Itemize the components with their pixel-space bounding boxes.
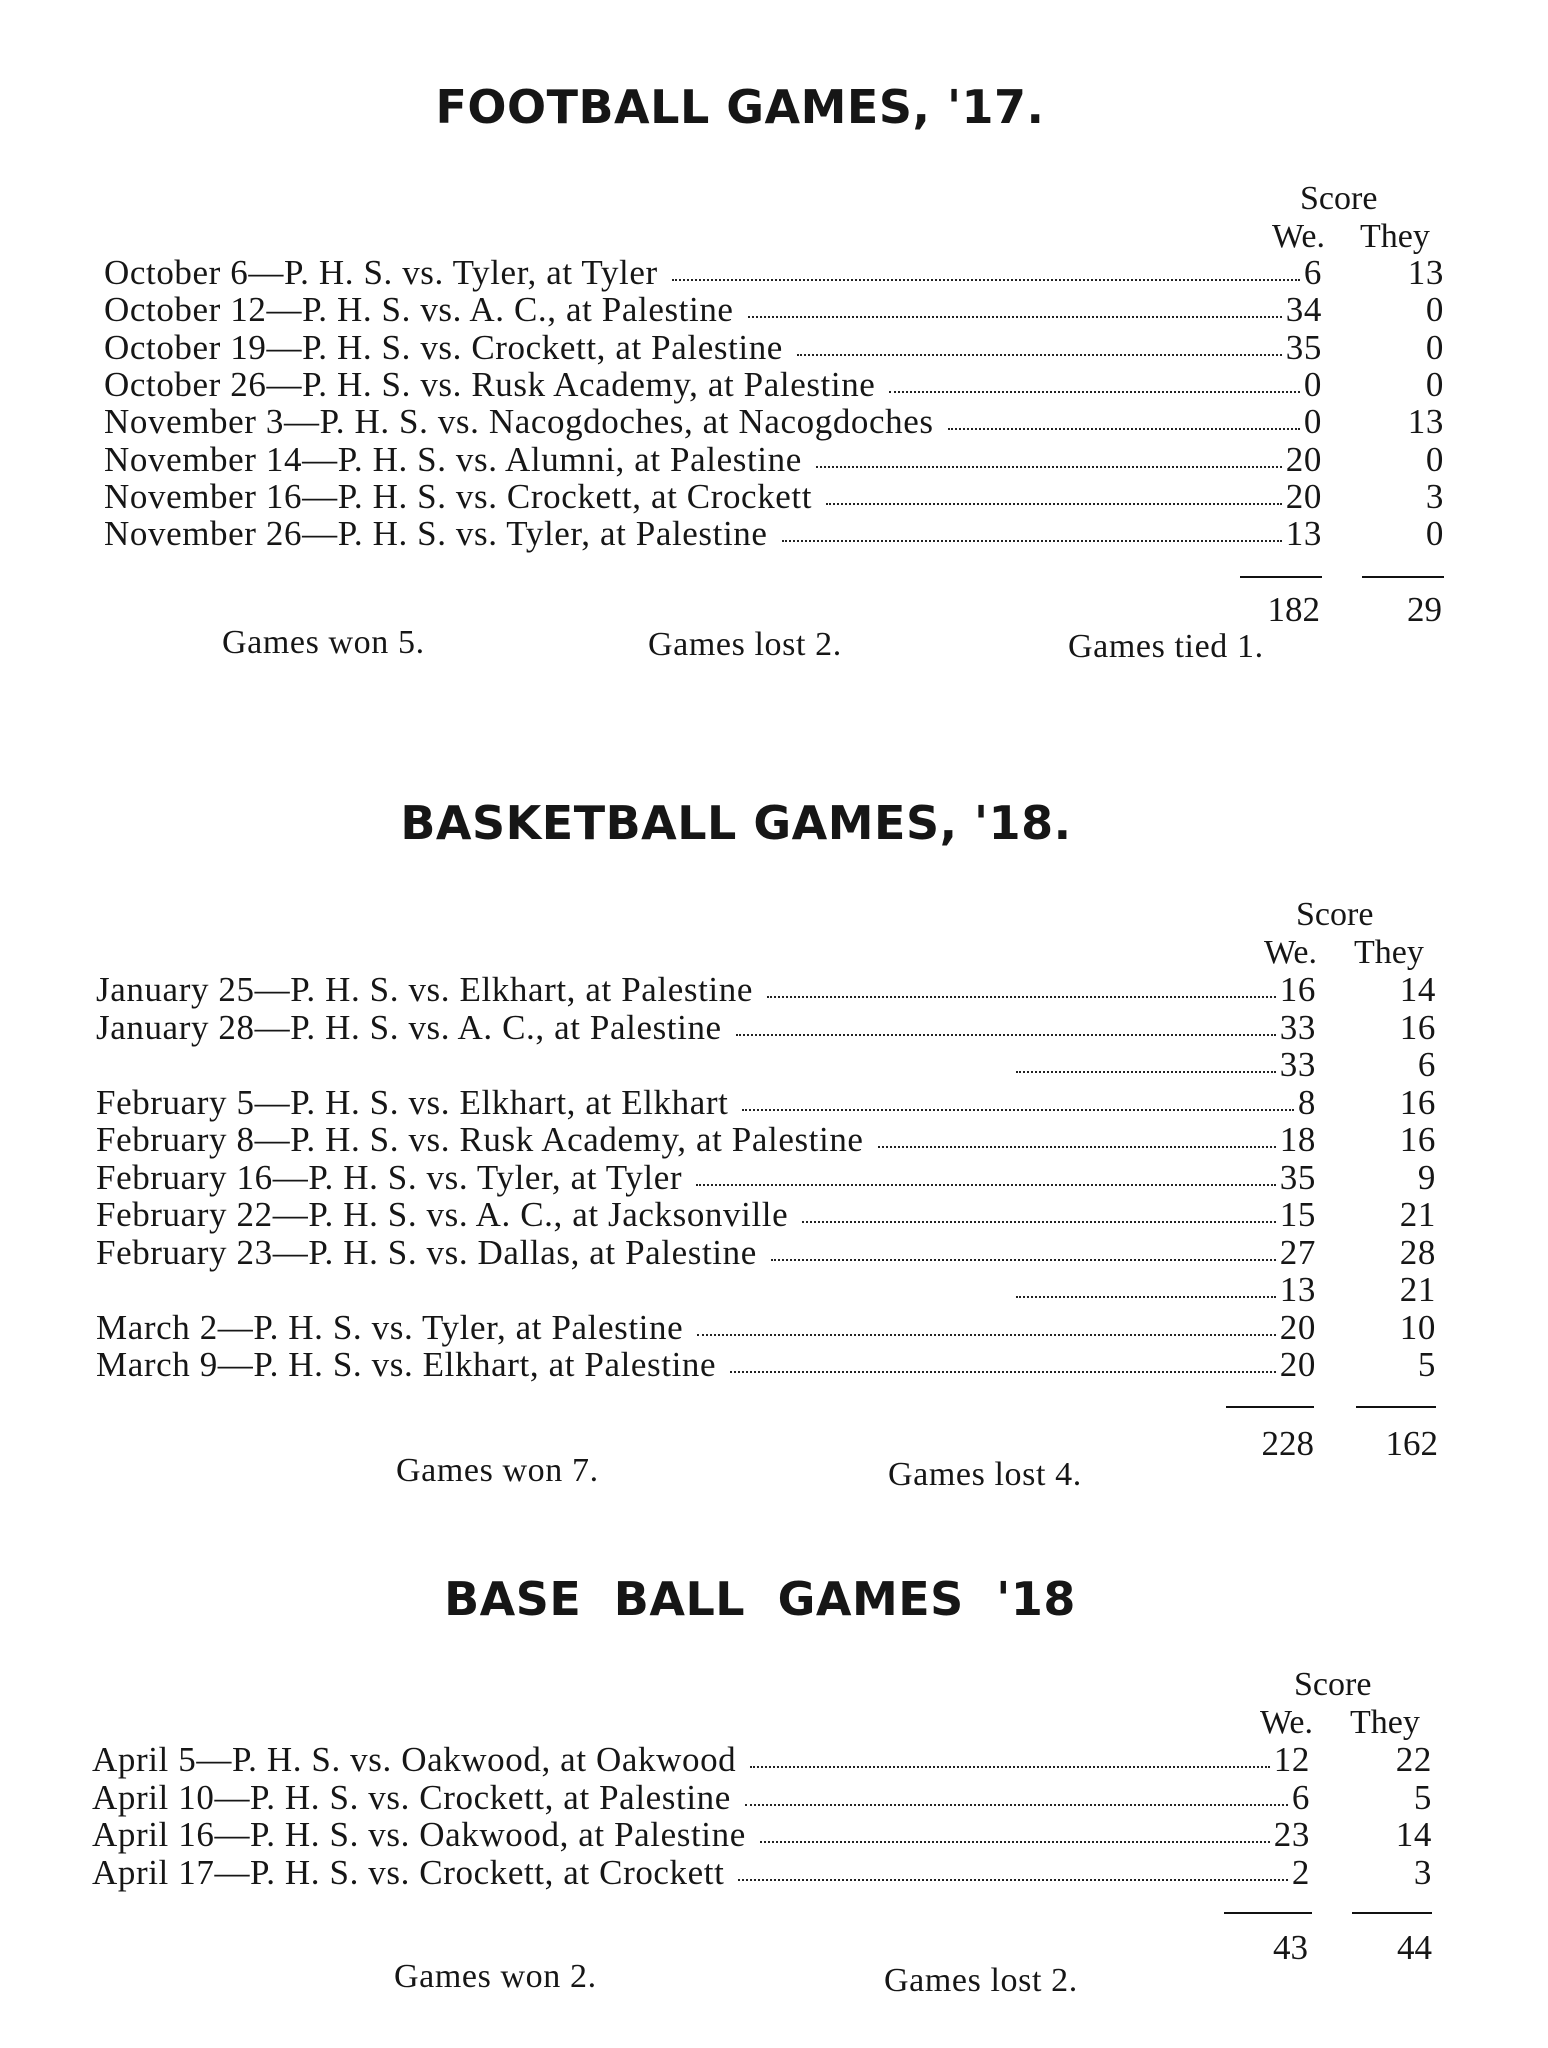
football-score-header: Score [1300,180,1378,217]
basketball-dot-leader [767,996,1276,998]
football-game-row [104,402,1444,439]
baseball-score-we: 23 [1273,1815,1310,1854]
basketball-score-they: 21 [1399,1270,1436,1309]
game-date: February 8 [96,1120,255,1159]
baseball-score-we: 2 [1291,1853,1310,1892]
baseball-games-won: Games won 2. [394,1958,597,1995]
basketball-dot-leader [730,1371,1276,1373]
basketball-score-we: 13 [1279,1270,1316,1309]
football-game-row [104,365,1444,402]
football-they-rule [1362,576,1444,578]
basketball-game-row [96,1120,1436,1157]
baseball-score-header: Score [1294,1666,1372,1703]
game-date: April 16 [92,1815,215,1854]
basketball-score-header: Score [1296,896,1374,933]
date-dash: — [266,290,303,329]
date-dash: — [302,514,338,553]
basketball-score-they: 5 [1417,1345,1436,1384]
baseball-game-row [92,1740,1432,1777]
basketball-score-we: 35 [1279,1158,1316,1197]
baseball-game-row [92,1853,1432,1890]
basketball-game-description [96,1233,757,1273]
game-matchup: P. H. S. vs. Crockett, at Crockett [250,1853,725,1892]
date-dash: — [196,1740,232,1779]
baseball-game-description [92,1815,746,1855]
football-game-description [104,477,812,517]
baseball-score-we: 12 [1273,1740,1310,1779]
game-matchup: P. H. S. vs. Crockett, at Palestine [302,328,783,367]
basketball-game-description [96,1195,788,1235]
game-matchup: P. H. S. vs. Rusk Academy, at Palestine [290,1120,864,1159]
football-we-rule [1240,576,1322,578]
baseball-game-row [92,1815,1432,1852]
game-date: November 16 [104,477,303,516]
basketball-dot-leader [742,1109,1294,1111]
football-game-description [104,440,802,480]
baseball-we-rule [1224,1912,1312,1914]
football-dot-leader [782,540,1282,542]
football-score-they: 0 [1425,440,1444,479]
game-matchup: P. H. S. vs. Tyler, at Palestine [253,1308,684,1347]
basketball-score-they: 16 [1399,1083,1436,1122]
basketball-they-header: They [1354,934,1424,971]
game-date: February 22 [96,1195,273,1234]
basketball-game-row [96,1008,1436,1045]
basketball-score-we: 33 [1279,1008,1316,1047]
football-games-lost: Games lost 2. [648,626,842,663]
basketball-total-we: 228 [1261,1424,1314,1463]
baseball-dot-leader [738,1879,1288,1881]
game-matchup: P. H. S. vs. A. C., at Palestine [302,290,734,329]
game-matchup: P. H. S. vs. Dallas, at Palestine [308,1233,757,1272]
basketball-score-they: 6 [1417,1045,1436,1084]
basketball-score-we: 16 [1279,970,1316,1009]
football-score-they: 0 [1425,365,1444,404]
baseball-we-header: We. [1260,1704,1313,1741]
game-date: November 3 [104,402,284,441]
basketball-game-row [96,1045,1436,1082]
game-date: January 25 [96,970,255,1009]
football-score-they: 3 [1425,477,1444,516]
basketball-game-row [96,970,1436,1007]
game-date: January 28 [96,1008,255,1047]
football-dot-leader [826,503,1282,505]
football-game-description [104,328,783,368]
basketball-game-row [96,1308,1436,1345]
baseball-score-they: 3 [1413,1853,1432,1892]
game-date: October 6 [104,253,249,292]
basketball-dot-leader [802,1221,1276,1223]
football-they-header: They [1360,218,1430,255]
baseball-score-they: 22 [1395,1740,1432,1779]
basketball-game-description [96,1120,864,1160]
basketball-score-they: 16 [1399,1120,1436,1159]
date-dash: — [266,365,303,404]
basketball-game-description [96,1008,722,1048]
game-date: April 5 [92,1740,197,1779]
football-score-we: 6 [1303,253,1322,292]
game-date: October 19 [104,328,267,367]
football-game-description [104,290,734,330]
basketball-score-we: 8 [1297,1083,1316,1122]
football-game-description [104,402,934,442]
basketball-game-row [96,1233,1436,1270]
football-dot-leader [889,391,1300,393]
date-dash: — [272,1195,309,1234]
baseball-dot-leader [745,1804,1288,1806]
basketball-total-they: 162 [1385,1424,1438,1463]
game-matchup: P. H. S. vs. Rusk Academy, at Palestine [302,365,876,404]
game-matchup: P. H. S. vs. Tyler, at Palestine [337,514,768,553]
game-date: November 26 [104,514,303,553]
basketball-games-won: Games won 7. [396,1452,599,1489]
baseball-game-description [92,1853,724,1893]
football-score-they: 13 [1407,253,1444,292]
date-dash: — [254,1120,291,1159]
football-games-tied: Games tied 1. [1068,628,1264,665]
baseball-games-lost: Games lost 2. [884,1962,1078,1999]
baseball-game-description [92,1778,731,1818]
football-games-won: Games won 5. [222,624,425,661]
game-matchup: P. H. S. vs. Elkhart, at Palestine [290,970,753,1009]
basketball-dot-leader [696,1184,1276,1186]
basketball-dot-leader [878,1146,1276,1148]
basketball-dot-leader [771,1259,1276,1261]
game-date: November 14 [104,440,303,479]
game-matchup: P. H. S. vs. Oakwood, at Oakwood [231,1740,737,1779]
football-game-row [104,328,1444,365]
basketball-game-row [96,1158,1436,1195]
game-matchup: P. H. S. vs. Oakwood, at Palestine [250,1815,746,1854]
baseball-they-header: They [1350,1704,1420,1741]
date-dash: — [214,1853,251,1892]
baseball-total-they: 44 [1397,1928,1432,1967]
basketball-game-description [96,1345,716,1385]
baseball-score-they: 14 [1395,1815,1432,1854]
basketball-score-we: 20 [1279,1308,1316,1347]
basketball-game-description [96,1308,683,1348]
football-score-they: 0 [1425,514,1444,553]
baseball-title: BASE BALL GAMES '18 [444,1572,1076,1626]
date-dash: — [283,402,320,441]
football-game-row [104,477,1444,514]
football-dot-leader [672,279,1300,281]
date-dash: — [266,328,303,367]
football-total-they: 29 [1407,590,1442,629]
football-score-we: 34 [1285,290,1322,329]
game-matchup: P. H. S. vs. A. C., at Jacksonville [308,1195,789,1234]
football-game-row [104,440,1444,477]
game-matchup: P. H. S. vs. Elkhart, at Elkhart [290,1083,729,1122]
basketball-game-row [96,1195,1436,1232]
game-matchup: P. H. S. vs. Tyler, at Tyler [308,1158,683,1197]
football-game-description [104,253,658,293]
game-date: February 16 [96,1158,273,1197]
game-matchup: P. H. S. vs. Tyler, at Tyler [283,253,658,292]
basketball-score-we: 33 [1279,1045,1316,1084]
football-game-row [104,290,1444,327]
football-game-row [104,253,1444,290]
basketball-dot-leader [697,1334,1276,1336]
basketball-score-they: 10 [1399,1308,1436,1347]
basketball-score-they: 14 [1399,970,1436,1009]
game-matchup: P. H. S. vs. Crockett, at Palestine [250,1778,731,1817]
game-matchup: P. H. S. vs. Alumni, at Palestine [337,440,802,479]
date-dash: — [272,1158,309,1197]
date-dash: — [302,477,338,516]
date-dash: — [214,1815,251,1854]
basketball-game-row [96,1083,1436,1120]
baseball-score-they: 5 [1413,1778,1432,1817]
football-score-they: 13 [1407,402,1444,441]
football-score-we: 20 [1285,477,1322,516]
date-dash: — [254,970,291,1009]
game-matchup: P. H. S. vs. A. C., at Palestine [290,1008,722,1047]
basketball-we-header: We. [1264,934,1317,971]
football-we-header: We. [1272,218,1325,255]
football-game-description [104,514,768,554]
game-matchup: P. H. S. vs. Nacogdoches, at Nacogdoches [319,402,934,441]
football-score-we: 13 [1285,514,1322,553]
date-dash: — [217,1308,254,1347]
game-date: March 9 [96,1345,218,1384]
baseball-they-rule [1352,1912,1432,1914]
game-date: April 17 [92,1853,215,1892]
basketball-game-description [96,1083,728,1123]
baseball-dot-leader [760,1841,1270,1843]
date-dash: — [272,1233,309,1272]
basketball-score-we: 18 [1279,1120,1316,1159]
basketball-title: BASKETBALL GAMES, '18. [400,796,1072,850]
game-date: October 26 [104,365,267,404]
basketball-score-we: 27 [1279,1233,1316,1272]
basketball-score-they: 21 [1399,1195,1436,1234]
date-dash: — [248,253,284,292]
game-date: February 5 [96,1083,255,1122]
date-dash: — [302,440,338,479]
football-score-we: 0 [1303,365,1322,404]
football-total-we: 182 [1267,590,1320,629]
date-dash: — [214,1778,251,1817]
basketball-game-description [96,1158,682,1198]
date-dash: — [217,1345,254,1384]
football-score-we: 20 [1285,440,1322,479]
football-score-we: 0 [1303,402,1322,441]
football-score-we: 35 [1285,328,1322,367]
game-date: February 23 [96,1233,273,1272]
basketball-score-we: 15 [1279,1195,1316,1234]
basketball-score-they: 28 [1399,1233,1436,1272]
basketball-game-description [96,970,753,1010]
basketball-score-we: 20 [1279,1345,1316,1384]
basketball-game-row [96,1270,1436,1307]
football-title: FOOTBALL GAMES, '17. [435,80,1045,134]
football-dot-leader [797,354,1282,356]
game-matchup: P. H. S. vs. Crockett, at Crockett [337,477,813,516]
football-game-row [104,514,1444,551]
game-matchup: P. H. S. vs. Elkhart, at Palestine [253,1345,717,1384]
game-date: March 2 [96,1308,218,1347]
baseball-total-we: 43 [1273,1928,1308,1967]
baseball-game-row [92,1778,1432,1815]
basketball-game-row [96,1345,1436,1382]
basketball-dot-leader [736,1034,1276,1036]
basketball-games-lost: Games lost 4. [888,1456,1082,1493]
basketball-we-rule [1226,1406,1314,1408]
game-date: April 10 [92,1778,215,1817]
game-date: October 12 [104,290,267,329]
baseball-score-we: 6 [1291,1778,1310,1817]
football-game-description [104,365,875,405]
date-dash: — [254,1008,291,1047]
baseball-dot-leader [750,1766,1270,1768]
football-dot-leader [748,316,1282,318]
football-score-they: 0 [1425,328,1444,367]
football-score-they: 0 [1425,290,1444,329]
basketball-they-rule [1356,1406,1436,1408]
basketball-score-they: 9 [1417,1158,1436,1197]
basketball-score-they: 16 [1399,1008,1436,1047]
baseball-game-description [92,1740,736,1780]
football-dot-leader [816,466,1282,468]
date-dash: — [254,1083,291,1122]
